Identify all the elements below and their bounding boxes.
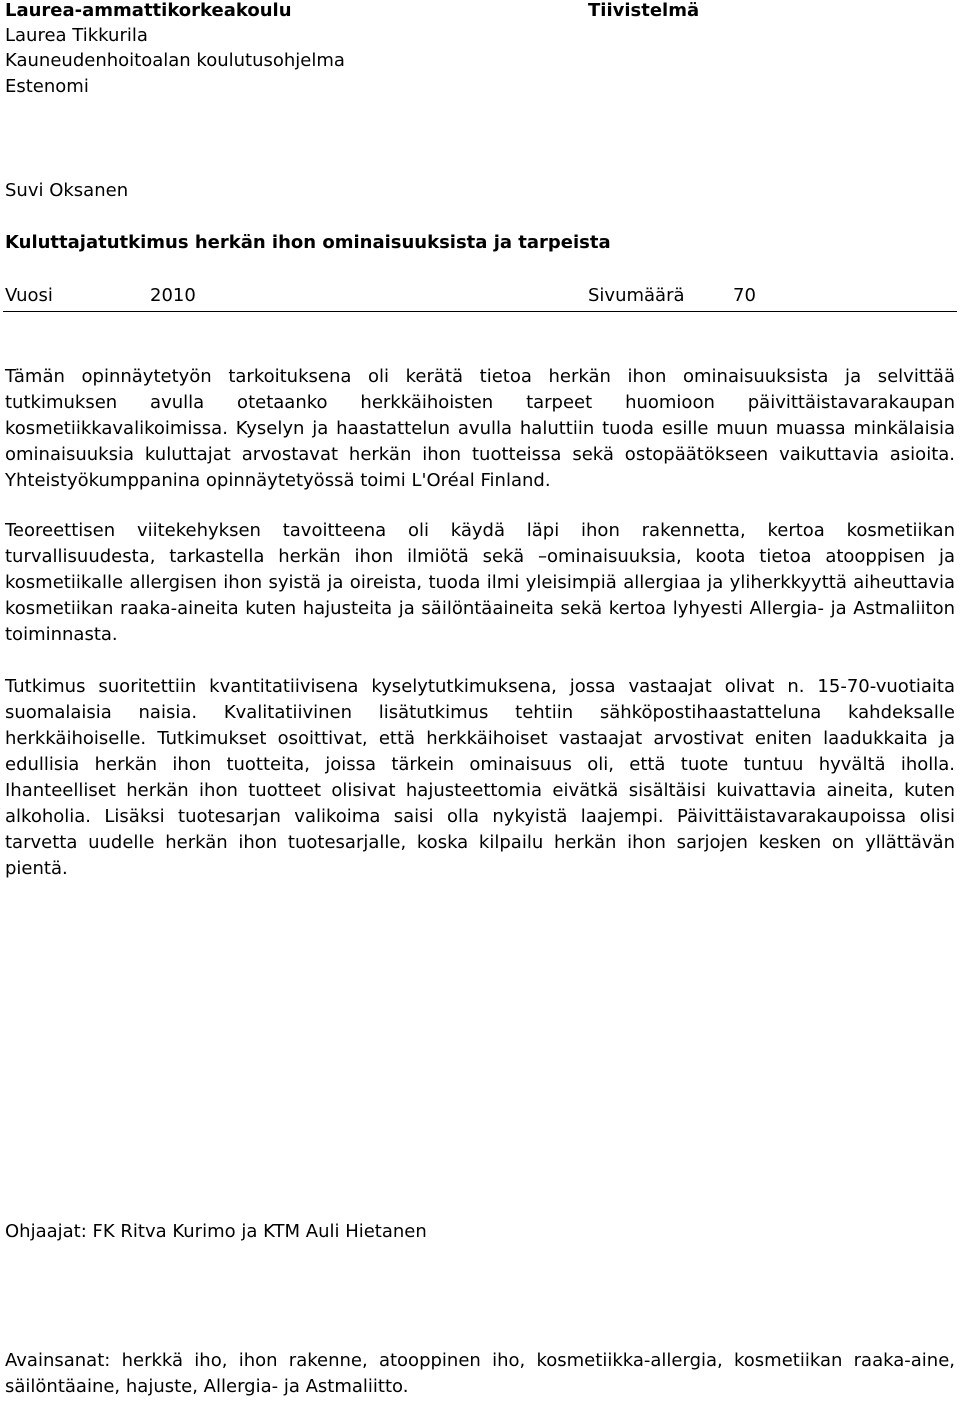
thesis-title: Kuluttajatutkimus herkän ihon ominaisuuksista ja tarpeista	[5, 232, 611, 253]
abstract-paragraph-3: Tutkimus suoritettiin kvantitatiivisena kyselytutkimuksena, jossa vastaajat olivat n. 15-70-vuotiaita suomalaisia naisia. Kvalitatiivinen lisätutkimus tehtiin sähköpostihaastatteluna kahdeksalle herkkäihoiselle. Tutkimukset osoittivat, että herkkäihoiset vastaajat arvostivat eniten laadukkaita ja edullisia herkän ihon tuotteita, joissa tärkein ominaisuus oli, että tuote tuntuu hyvältä iholla. Ihanteelliset herkän ihon tuotteet olisivat hajusteettomia eivätkä sisältäisi kuivattavia aineita, kuten alkoholia. Lisäksi tuotesarjan valikoima saisi olla nykyistä laajempi. Päivittäistavarakaupoissa olisi tarvetta uudelle herkän ihon tuotesarjalle, koska kilpailu herkän ihon sarjojen kesken on yllättävän pientä.	[5, 676, 955, 879]
campus-name: Laurea Tikkurila	[5, 25, 148, 46]
keywords: Avainsanat: herkkä iho, ihon rakenne, atooppinen iho, kosmetiikka-allergia, kosmetiikan raaka-aine, säilöntäaine, hajuste, Allergia- ja Astmaliitto.	[5, 1350, 955, 1397]
author-name: Suvi Oksanen	[5, 180, 129, 201]
abstract-paragraph-2: Teoreettisen viitekehyksen tavoitteena oli käydä läpi ihon rakennetta, kertoa kosmetiikan turvallisuudesta, tarkastella herkän ihon ilmiötä sekä –ominaisuuksia, koota tietoa atooppisen ja kosmetiikalle allergisen ihon syistä ja oireista, tuoda ilmi yleisimpiä allergiaa ja yliherkkyyttä aiheuttavia kosmetiikan raaka-aineita kuten hajusteita ja säilöntäaineita sekä kertoa lyhyesti Allergia- ja Astmaliiton toiminnasta.	[5, 520, 955, 645]
page-count-label: Sivumäärä	[588, 285, 685, 306]
header-divider	[3, 311, 957, 312]
document-type: Tiivistelmä	[588, 0, 700, 21]
year-label: Vuosi	[5, 285, 53, 306]
year-value: 2010	[150, 285, 196, 306]
page-count-value: 70	[733, 285, 756, 306]
institution-name: Laurea-ammattikorkeakoulu	[5, 0, 292, 21]
degree-name: Estenomi	[5, 76, 89, 97]
supervisors: Ohjaajat: FK Ritva Kurimo ja KTM Auli Hietanen	[5, 1221, 427, 1242]
abstract-paragraph-1: Tämän opinnäytetyön tarkoituksena oli kerätä tietoa herkän ihon ominaisuuksista ja selvittää tutkimuksen avulla otetaanko herkkäihoisten tarpeet huomioon päivittäistavarakaupan kosmetiikkavalikoimissa. Kyselyn ja haastattelun avulla haluttiin tuoda esille muun muassa minkälaisia ominaisuuksia kuluttajat arvostavat herkän ihon tuotteissa sekä ostopäätökseen vaikuttavia asioita. Yhteistyökumppanina opinnäytetyössä toimi L'Oréal Finland.	[5, 366, 955, 491]
programme-name: Kauneudenhoitoalan koulutusohjelma	[5, 50, 345, 71]
